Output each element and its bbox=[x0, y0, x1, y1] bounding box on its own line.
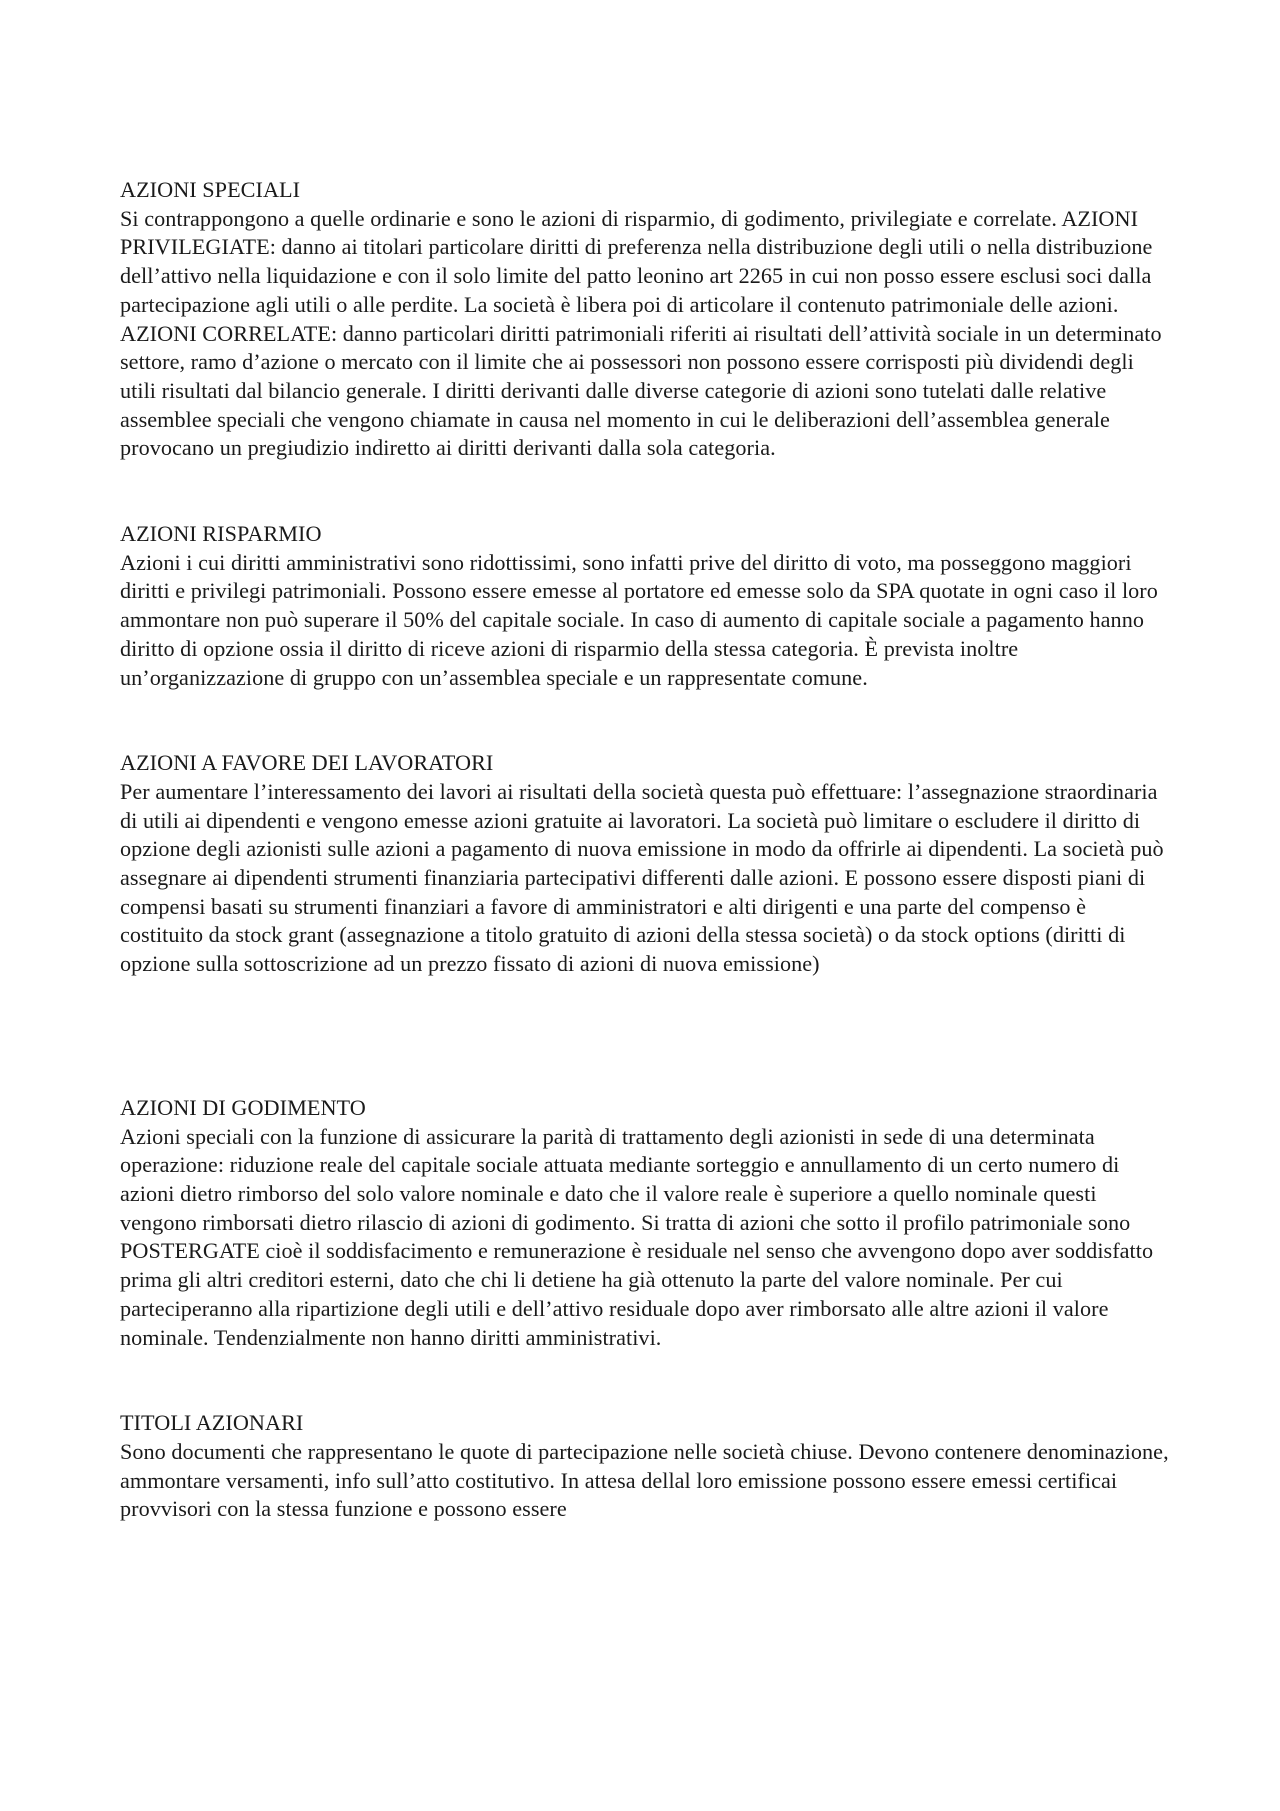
section-heading: AZIONI RISPARMIO bbox=[120, 521, 322, 547]
section-spacer bbox=[120, 692, 1170, 749]
section-heading: AZIONI DI GODIMENTO bbox=[120, 1094, 366, 1120]
section-heading: TITOLI AZIONARI bbox=[120, 1410, 304, 1436]
section-body: Azioni i cui diritti amministrativi sono ridottissimi, sono infatti prive del diritto di voto, ma posseggono maggiori diritti e privilegi patrimoniali. Possono essere emesse al portatore ed emesse solo da SPA quotate in ogni caso il loro ammontare non può superare il 50% del capitale sociale. In caso di aumento di capitale sociale a pagamento hanno diritto di opzione ossia il diritto di riceve azioni di risparmio della stessa categoria. È prevista inoltre un’organizzazione di gruppo con un’assemblea speciale e un rappresentate comune. bbox=[120, 549, 1158, 690]
section-spacer bbox=[120, 1352, 1170, 1409]
section-body: Si contrappongono a quelle ordinarie e sono le azioni di risparmio, di godimento, privilegiate e correlate. AZIONI PRIVILEGIATE: danno ai titolari particolare diritti di preferenza nella distribuzione degli utili o nella distribuzione dell’attivo nella liquidazione e con il solo limite del patto leonino art 2265 in cui non posso essere esclusi soci dalla partecipazione agli utili o alle perdite. La società è libera poi di articolare il contenuto patrimoniale delle azioni. AZIONI CORRELATE: danno particolari diritti patrimoniali riferiti ai risultati dell’attività sociale in un determinato settore, ramo d’azione o mercato con il limite che ai possessori non possono essere corrisposti più dividendi degli utili risultati dal bilancio generale. I diritti derivanti dalle diverse categorie di azioni sono tutelati dalle relative assemblee speciali che vengono chiamate in causa nel momento in cui le deliberazioni dell’assemblea generale provocano un pregiudizio indiretto ai diritti derivanti dalla sola categoria. bbox=[120, 205, 1162, 461]
section-spacer bbox=[120, 463, 1170, 520]
section-body: Sono documenti che rappresentano le quote di partecipazione nelle società chiuse. Devono contenere denominazione, ammontare versamenti, info sull’atto costitutivo. In attesa dellal loro emissione possono essere emessi certificai provvisori con la stessa funzione e possono essere bbox=[120, 1438, 1169, 1522]
section-body: Azioni speciali con la funzione di assicurare la parità di trattamento degli azionisti in sede di una determinata operazione: riduzione reale del capitale sociale attuata mediante sorteggio e annullamento di un certo numero di azioni dietro rimborso del solo valore nominale e dato che il valore reale è superiore a quello nominale questi vengono rimborsati dietro rilascio di azioni di godimento. Si tratta di azioni che sotto il profilo patrimoniale sono POSTERGATE cioè il soddisfacimento e remunerazione è residuale nel senso che avvengono dopo aver soddisfatto prima gli altri creditori esterni, dato che chi li detiene ha già ottenuto la parte del valore nominale. Per cui parteciperanno alla ripartizione degli utili e dell’attivo residuale dopo aver rimborsato alle altre azioni il valore nominale. Tendenzialmente non hanno diritti amministrativi. bbox=[120, 1123, 1154, 1350]
document-content bbox=[120, 176, 1170, 1524]
section-azioni-godimento bbox=[120, 1094, 1170, 1352]
section-azioni-speciali bbox=[120, 176, 1170, 463]
section-heading: AZIONI SPECIALI bbox=[120, 177, 301, 202]
section-spacer bbox=[120, 979, 1170, 1094]
section-azioni-lavoratori bbox=[120, 749, 1170, 979]
section-heading: AZIONI A FAVORE DEI LAVORATORI bbox=[120, 750, 494, 776]
section-body: Per aumentare l’interessamento dei lavori ai risultati della società questa può effettuare: l’assegnazione straordinaria di utili ai dipendenti e vengono emesse azioni gratuite ai lavoratori. La società può limitare o escludere il diritto di opzione degli azionisti sulle azioni a pagamento di nuova emissione in modo da offrirle ai dipendenti. La società può assegnare ai dipendenti strumenti finanziaria partecipativi differenti dalle azioni. E possono essere disposti piani di compensi basati su strumenti finanziari a favore di amministratori e alti dirigenti e una parte del compenso è costituito da stock grant (assegnazione a titolo gratuito di azioni della stessa società) o da stock options (diritti di opzione sulla sottoscrizione ad un prezzo fissato di azioni di nuova emissione) bbox=[120, 778, 1164, 977]
section-azioni-risparmio bbox=[120, 520, 1170, 692]
section-titoli-azionari bbox=[120, 1409, 1170, 1524]
